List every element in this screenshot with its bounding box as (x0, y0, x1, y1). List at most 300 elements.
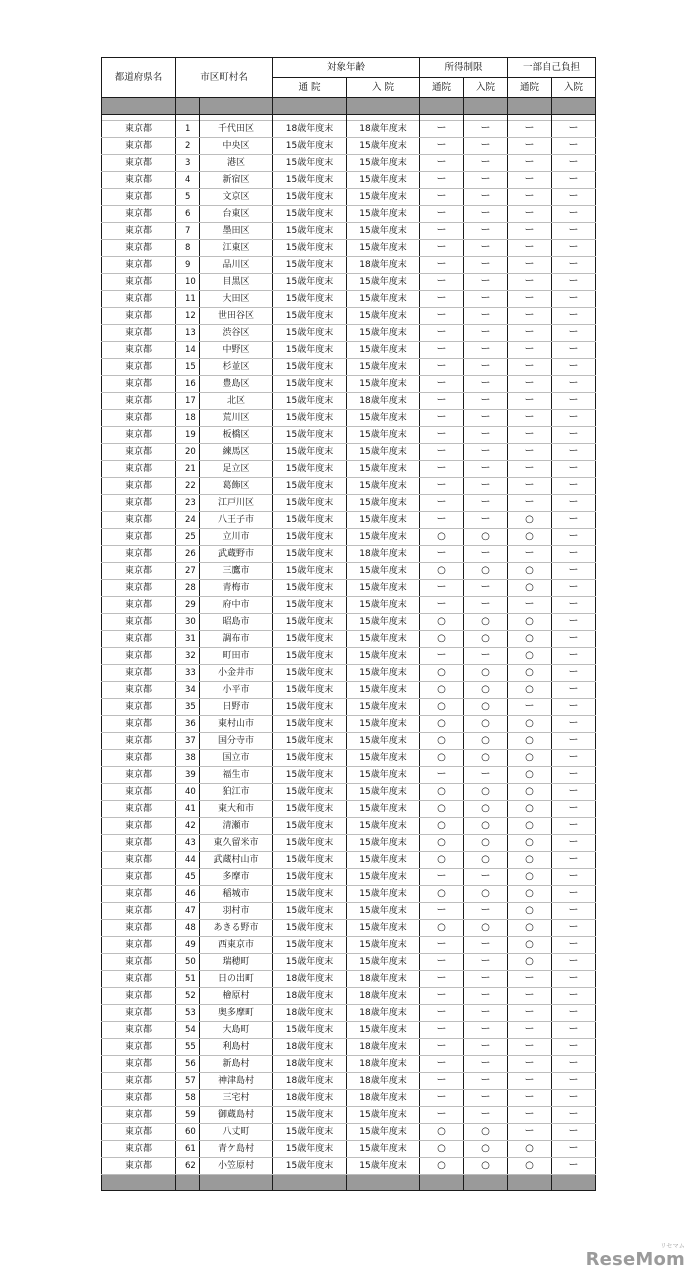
cell-income-outpatient: ○ (420, 784, 464, 801)
cell-prefecture: 東京都 (102, 1073, 176, 1090)
cell-number: 41 (176, 801, 200, 818)
cell-municipality: 東村山市 (200, 716, 273, 733)
cell-copay-outpatient: ○ (508, 954, 552, 971)
cell-income-inpatient: ー (464, 1107, 508, 1124)
table-row (102, 869, 596, 886)
cell-copay-inpatient: ー (552, 546, 596, 563)
cell-copay-inpatient: ー (552, 155, 596, 172)
cell-age-inpatient: 15歳年度末 (347, 376, 420, 393)
cell-age-outpatient: 15歳年度末 (273, 529, 347, 546)
cell-income-inpatient: ○ (464, 784, 508, 801)
cell-age-inpatient: 15歳年度末 (347, 869, 420, 886)
cell-income-outpatient: ー (420, 1022, 464, 1039)
cell-copay-inpatient: ー (552, 223, 596, 240)
cell-prefecture: 東京都 (102, 665, 176, 682)
cell-age-inpatient: 18歳年度末 (347, 393, 420, 410)
cell-municipality: 檜原村 (200, 988, 273, 1005)
cell-prefecture: 東京都 (102, 784, 176, 801)
cell-municipality: 江戸川区 (200, 495, 273, 512)
cell-municipality: 武蔵村山市 (200, 852, 273, 869)
cell-copay-outpatient: ー (508, 546, 552, 563)
table-row (102, 971, 596, 988)
cell-number: 23 (176, 495, 200, 512)
cell-prefecture: 東京都 (102, 512, 176, 529)
table-row (102, 648, 596, 665)
cell-age-outpatient: 15歳年度末 (273, 444, 347, 461)
cell-income-outpatient: ー (420, 155, 464, 172)
cell-income-inpatient: ー (464, 172, 508, 189)
cell-prefecture: 東京都 (102, 852, 176, 869)
cell-income-outpatient: ー (420, 206, 464, 223)
cell-copay-inpatient: ー (552, 1056, 596, 1073)
cell-municipality: あきる野市 (200, 920, 273, 937)
cell-age-inpatient: 15歳年度末 (347, 138, 420, 155)
header-copay-outpatient: 通院 (508, 78, 552, 98)
cell-prefecture: 東京都 (102, 631, 176, 648)
table-row (102, 478, 596, 495)
cell-income-inpatient: ー (464, 393, 508, 410)
cell-number: 19 (176, 427, 200, 444)
cell-municipality: 清瀬市 (200, 818, 273, 835)
cell-municipality: 青ケ島村 (200, 1141, 273, 1158)
cell-age-outpatient: 15歳年度末 (273, 886, 347, 903)
cell-number: 46 (176, 886, 200, 903)
cell-number: 7 (176, 223, 200, 240)
cell-municipality: 東久留米市 (200, 835, 273, 852)
cell-copay-outpatient: ー (508, 427, 552, 444)
cell-income-inpatient: ー (464, 767, 508, 784)
cell-prefecture: 東京都 (102, 682, 176, 699)
cell-age-outpatient: 15歳年度末 (273, 648, 347, 665)
cell-income-inpatient: ー (464, 580, 508, 597)
cell-municipality: 多摩市 (200, 869, 273, 886)
cell-prefecture: 東京都 (102, 903, 176, 920)
cell-municipality: 瑞穂町 (200, 954, 273, 971)
cell-age-outpatient: 15歳年度末 (273, 240, 347, 257)
cell-copay-inpatient: ー (552, 461, 596, 478)
cell-prefecture: 東京都 (102, 580, 176, 597)
cell-age-outpatient: 15歳年度末 (273, 495, 347, 512)
cell-copay-outpatient: ー (508, 461, 552, 478)
cell-income-outpatient: ー (420, 223, 464, 240)
table-row (102, 614, 596, 631)
cell-municipality: 狛江市 (200, 784, 273, 801)
cell-income-outpatient: ○ (420, 920, 464, 937)
cell-income-outpatient: ー (420, 461, 464, 478)
cell-prefecture: 東京都 (102, 971, 176, 988)
cell-age-inpatient: 15歳年度末 (347, 767, 420, 784)
cell-prefecture: 東京都 (102, 835, 176, 852)
cell-prefecture: 東京都 (102, 325, 176, 342)
cell-number: 53 (176, 1005, 200, 1022)
cell-copay-inpatient: ー (552, 410, 596, 427)
table-row (102, 818, 596, 835)
cell-copay-inpatient: ー (552, 308, 596, 325)
cell-copay-outpatient: ○ (508, 750, 552, 767)
cell-copay-outpatient: ー (508, 1039, 552, 1056)
header-prefecture: 都道府県名 (102, 58, 176, 98)
cell-age-outpatient: 15歳年度末 (273, 631, 347, 648)
cell-age-inpatient: 15歳年度末 (347, 920, 420, 937)
cell-age-outpatient: 15歳年度末 (273, 1022, 347, 1039)
header-income-inpatient: 入院 (464, 78, 508, 98)
cell-copay-outpatient: ー (508, 189, 552, 206)
cell-income-outpatient: ー (420, 257, 464, 274)
cell-prefecture: 東京都 (102, 189, 176, 206)
cell-copay-inpatient: ー (552, 648, 596, 665)
table-row (102, 495, 596, 512)
cell-copay-inpatient: ー (552, 937, 596, 954)
cell-municipality: 三鷹市 (200, 563, 273, 580)
cell-municipality: 小笠原村 (200, 1158, 273, 1175)
cell-copay-inpatient: ー (552, 172, 596, 189)
cell-age-inpatient: 18歳年度末 (347, 1090, 420, 1107)
cell-number: 29 (176, 597, 200, 614)
table-row (102, 767, 596, 784)
cell-income-inpatient: ○ (464, 886, 508, 903)
cell-income-inpatient: ー (464, 546, 508, 563)
cell-age-inpatient: 18歳年度末 (347, 121, 420, 138)
cell-copay-outpatient: ー (508, 121, 552, 138)
table-row (102, 835, 596, 852)
cell-number: 4 (176, 172, 200, 189)
cell-income-outpatient: ー (420, 1039, 464, 1056)
cell-income-outpatient: ○ (420, 529, 464, 546)
cell-number: 2 (176, 138, 200, 155)
cell-prefecture: 東京都 (102, 733, 176, 750)
cell-copay-inpatient: ー (552, 784, 596, 801)
cell-copay-outpatient: ○ (508, 903, 552, 920)
cell-income-outpatient: ○ (420, 1124, 464, 1141)
cell-number: 17 (176, 393, 200, 410)
cell-number: 44 (176, 852, 200, 869)
cell-income-inpatient: ー (464, 1073, 508, 1090)
table-row (102, 1158, 596, 1175)
cell-age-outpatient: 15歳年度末 (273, 342, 347, 359)
cell-municipality: 東大和市 (200, 801, 273, 818)
municipality-subsidy-table (101, 57, 596, 1191)
cell-age-outpatient: 18歳年度末 (273, 1005, 347, 1022)
cell-copay-outpatient: ○ (508, 682, 552, 699)
cell-prefecture: 東京都 (102, 801, 176, 818)
cell-number: 35 (176, 699, 200, 716)
cell-municipality: 武蔵野市 (200, 546, 273, 563)
cell-age-inpatient: 15歳年度末 (347, 818, 420, 835)
table-body (102, 121, 596, 1175)
cell-income-outpatient: ○ (420, 716, 464, 733)
cell-number: 14 (176, 342, 200, 359)
cell-copay-outpatient: ○ (508, 784, 552, 801)
cell-municipality: 大田区 (200, 291, 273, 308)
cell-income-outpatient: ー (420, 1056, 464, 1073)
cell-copay-outpatient: ○ (508, 1158, 552, 1175)
cell-copay-outpatient: ○ (508, 614, 552, 631)
cell-income-inpatient: ー (464, 954, 508, 971)
cell-prefecture: 東京都 (102, 478, 176, 495)
cell-number: 18 (176, 410, 200, 427)
cell-municipality: 利島村 (200, 1039, 273, 1056)
cell-age-inpatient: 15歳年度末 (347, 1124, 420, 1141)
cell-prefecture: 東京都 (102, 1124, 176, 1141)
cell-prefecture: 東京都 (102, 954, 176, 971)
cell-number: 3 (176, 155, 200, 172)
cell-income-inpatient: ー (464, 988, 508, 1005)
cell-income-outpatient: ー (420, 410, 464, 427)
cell-income-inpatient: ー (464, 121, 508, 138)
cell-age-outpatient: 15歳年度末 (273, 597, 347, 614)
cell-age-outpatient: 15歳年度末 (273, 257, 347, 274)
cell-income-outpatient: ○ (420, 682, 464, 699)
cell-copay-outpatient: ー (508, 206, 552, 223)
cell-age-inpatient: 15歳年度末 (347, 240, 420, 257)
table-row (102, 563, 596, 580)
cell-copay-inpatient: ー (552, 869, 596, 886)
cell-municipality: 足立区 (200, 461, 273, 478)
cell-age-inpatient: 15歳年度末 (347, 580, 420, 597)
cell-copay-inpatient: ー (552, 614, 596, 631)
cell-copay-outpatient: ー (508, 155, 552, 172)
table-row (102, 852, 596, 869)
cell-municipality: 台東区 (200, 206, 273, 223)
cell-age-outpatient: 15歳年度末 (273, 733, 347, 750)
cell-income-inpatient: ー (464, 257, 508, 274)
cell-copay-outpatient: ○ (508, 512, 552, 529)
cell-copay-inpatient: ー (552, 444, 596, 461)
cell-copay-inpatient: ー (552, 478, 596, 495)
cell-municipality: 福生市 (200, 767, 273, 784)
cell-municipality: 豊島区 (200, 376, 273, 393)
cell-copay-outpatient: ー (508, 699, 552, 716)
cell-copay-outpatient: ー (508, 1056, 552, 1073)
cell-copay-inpatient: ー (552, 716, 596, 733)
cell-income-outpatient: ー (420, 189, 464, 206)
cell-age-inpatient: 15歳年度末 (347, 223, 420, 240)
cell-age-outpatient: 15歳年度末 (273, 427, 347, 444)
cell-income-outpatient: ー (420, 138, 464, 155)
cell-number: 36 (176, 716, 200, 733)
cell-age-outpatient: 15歳年度末 (273, 1124, 347, 1141)
cell-income-inpatient: ○ (464, 631, 508, 648)
cell-age-inpatient: 15歳年度末 (347, 529, 420, 546)
cell-income-inpatient: ○ (464, 920, 508, 937)
cell-age-outpatient: 15歳年度末 (273, 784, 347, 801)
cell-income-outpatient: ー (420, 869, 464, 886)
cell-number: 8 (176, 240, 200, 257)
cell-copay-inpatient: ー (552, 801, 596, 818)
cell-income-outpatient: ○ (420, 818, 464, 835)
cell-prefecture: 東京都 (102, 393, 176, 410)
cell-number: 48 (176, 920, 200, 937)
cell-age-inpatient: 18歳年度末 (347, 1073, 420, 1090)
cell-municipality: 稲城市 (200, 886, 273, 903)
header-municipality: 市区町村名 (176, 58, 273, 98)
cell-municipality: 日野市 (200, 699, 273, 716)
cell-income-outpatient: ー (420, 444, 464, 461)
cell-copay-inpatient: ー (552, 376, 596, 393)
cell-number: 21 (176, 461, 200, 478)
cell-prefecture: 東京都 (102, 376, 176, 393)
cell-age-inpatient: 15歳年度末 (347, 1158, 420, 1175)
cell-municipality: 目黒区 (200, 274, 273, 291)
cell-age-inpatient: 15歳年度末 (347, 1141, 420, 1158)
cell-copay-inpatient: ー (552, 733, 596, 750)
cell-income-outpatient: ○ (420, 1141, 464, 1158)
cell-prefecture: 東京都 (102, 699, 176, 716)
cell-age-inpatient: 15歳年度末 (347, 325, 420, 342)
table-row (102, 784, 596, 801)
table-row (102, 1107, 596, 1124)
cell-number: 32 (176, 648, 200, 665)
cell-prefecture: 東京都 (102, 274, 176, 291)
table-row (102, 988, 596, 1005)
cell-copay-inpatient: ー (552, 206, 596, 223)
cell-income-outpatient: ー (420, 580, 464, 597)
cell-age-outpatient: 15歳年度末 (273, 172, 347, 189)
cell-number: 52 (176, 988, 200, 1005)
table-row (102, 801, 596, 818)
cell-prefecture: 東京都 (102, 240, 176, 257)
cell-number: 12 (176, 308, 200, 325)
cell-number: 28 (176, 580, 200, 597)
header-age-outpatient: 通 院 (273, 78, 347, 98)
cell-income-inpatient: ー (464, 648, 508, 665)
cell-prefecture: 東京都 (102, 427, 176, 444)
cell-income-outpatient: ○ (420, 1158, 464, 1175)
cell-income-outpatient: ー (420, 648, 464, 665)
cell-income-inpatient: ー (464, 495, 508, 512)
cell-copay-outpatient: ー (508, 138, 552, 155)
cell-income-inpatient: ー (464, 1022, 508, 1039)
cell-copay-outpatient: ー (508, 495, 552, 512)
cell-municipality: 港区 (200, 155, 273, 172)
cell-age-inpatient: 15歳年度末 (347, 359, 420, 376)
cell-income-outpatient: ー (420, 427, 464, 444)
cell-age-inpatient: 15歳年度末 (347, 495, 420, 512)
cell-copay-outpatient: ー (508, 291, 552, 308)
cell-prefecture: 東京都 (102, 308, 176, 325)
cell-prefecture: 東京都 (102, 886, 176, 903)
cell-copay-inpatient: ー (552, 121, 596, 138)
cell-income-inpatient: ー (464, 1056, 508, 1073)
cell-copay-outpatient: ー (508, 359, 552, 376)
cell-copay-outpatient: ー (508, 1073, 552, 1090)
cell-age-outpatient: 15歳年度末 (273, 1158, 347, 1175)
cell-municipality: 日の出町 (200, 971, 273, 988)
cell-number: 11 (176, 291, 200, 308)
cell-income-inpatient: ○ (464, 801, 508, 818)
cell-income-outpatient: ○ (420, 631, 464, 648)
cell-income-inpatient: ○ (464, 733, 508, 750)
cell-copay-outpatient: ー (508, 172, 552, 189)
cell-copay-outpatient: ○ (508, 886, 552, 903)
cell-income-inpatient: ー (464, 155, 508, 172)
cell-income-inpatient: ー (464, 937, 508, 954)
cell-income-inpatient: ○ (464, 716, 508, 733)
cell-income-outpatient: ー (420, 1090, 464, 1107)
cell-income-outpatient: ー (420, 359, 464, 376)
cell-number: 60 (176, 1124, 200, 1141)
cell-income-inpatient: ー (464, 359, 508, 376)
cell-age-inpatient: 15歳年度末 (347, 512, 420, 529)
cell-prefecture: 東京都 (102, 172, 176, 189)
cell-municipality: 大島町 (200, 1022, 273, 1039)
table-row (102, 597, 596, 614)
cell-prefecture: 東京都 (102, 1107, 176, 1124)
cell-age-outpatient: 15歳年度末 (273, 189, 347, 206)
cell-number: 20 (176, 444, 200, 461)
cell-income-inpatient: ー (464, 189, 508, 206)
cell-age-inpatient: 18歳年度末 (347, 1005, 420, 1022)
cell-age-outpatient: 15歳年度末 (273, 1141, 347, 1158)
cell-municipality: 板橋区 (200, 427, 273, 444)
cell-copay-outpatient: ー (508, 257, 552, 274)
cell-income-outpatient: ー (420, 495, 464, 512)
cell-copay-outpatient: ○ (508, 529, 552, 546)
cell-income-inpatient: ー (464, 376, 508, 393)
cell-income-inpatient: ー (464, 206, 508, 223)
header-age-group: 対象年齢 (273, 58, 420, 78)
cell-municipality: 練馬区 (200, 444, 273, 461)
cell-number: 57 (176, 1073, 200, 1090)
cell-age-inpatient: 15歳年度末 (347, 410, 420, 427)
cell-prefecture: 東京都 (102, 648, 176, 665)
cell-municipality: 府中市 (200, 597, 273, 614)
cell-prefecture: 東京都 (102, 1022, 176, 1039)
cell-copay-inpatient: ー (552, 274, 596, 291)
cell-prefecture: 東京都 (102, 716, 176, 733)
cell-prefecture: 東京都 (102, 563, 176, 580)
cell-number: 15 (176, 359, 200, 376)
cell-copay-inpatient: ー (552, 291, 596, 308)
cell-copay-inpatient: ー (552, 427, 596, 444)
cell-age-outpatient: 15歳年度末 (273, 818, 347, 835)
cell-number: 10 (176, 274, 200, 291)
subsidy-table-sheet (101, 57, 595, 1191)
cell-number: 33 (176, 665, 200, 682)
cell-number: 40 (176, 784, 200, 801)
resemom-logo (585, 1243, 685, 1270)
table-row (102, 631, 596, 648)
cell-age-outpatient: 15歳年度末 (273, 291, 347, 308)
footer-shaded-band (102, 1175, 596, 1191)
table-row (102, 750, 596, 767)
cell-copay-inpatient: ー (552, 971, 596, 988)
cell-income-inpatient: ー (464, 1039, 508, 1056)
cell-income-inpatient: ○ (464, 665, 508, 682)
cell-age-outpatient: 15歳年度末 (273, 767, 347, 784)
cell-copay-inpatient: ー (552, 920, 596, 937)
header-age-inpatient: 入 院 (347, 78, 420, 98)
cell-income-outpatient: ー (420, 903, 464, 920)
cell-copay-outpatient: ○ (508, 631, 552, 648)
cell-age-inpatient: 15歳年度末 (347, 648, 420, 665)
table-row (102, 427, 596, 444)
cell-income-outpatient: ○ (420, 750, 464, 767)
cell-age-outpatient: 15歳年度末 (273, 325, 347, 342)
cell-age-inpatient: 18歳年度末 (347, 1039, 420, 1056)
cell-municipality: 国立市 (200, 750, 273, 767)
cell-age-inpatient: 15歳年度末 (347, 478, 420, 495)
table-row (102, 444, 596, 461)
cell-income-outpatient: ○ (420, 614, 464, 631)
cell-age-inpatient: 15歳年度末 (347, 274, 420, 291)
cell-age-outpatient: 15歳年度末 (273, 223, 347, 240)
cell-age-outpatient: 15歳年度末 (273, 546, 347, 563)
cell-age-outpatient: 15歳年度末 (273, 1107, 347, 1124)
cell-prefecture: 東京都 (102, 1158, 176, 1175)
cell-municipality: 世田谷区 (200, 308, 273, 325)
cell-age-outpatient: 15歳年度末 (273, 750, 347, 767)
